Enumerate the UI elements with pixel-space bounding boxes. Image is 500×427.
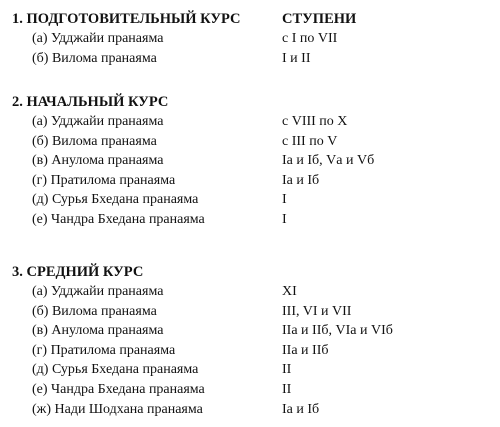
- stage-range: Iа и Iб, Vа и Vб: [282, 153, 375, 169]
- course-item-row: [12, 210, 492, 230]
- course-heading-row: [12, 92, 492, 112]
- pranayama-name: (б) Вилома пранаяма: [32, 133, 157, 149]
- course-item-row: [12, 302, 492, 322]
- stage-range: II: [282, 362, 292, 378]
- course-item-row: [12, 171, 492, 191]
- stage-range: с III по V: [282, 133, 338, 149]
- pranayama-name: (г) Пратилома пранаяма: [32, 172, 176, 188]
- course-item-row: [12, 190, 492, 210]
- course-title: 2. НАЧАЛЬНЫЙ КУРС: [12, 94, 169, 110]
- stage-range: Iа и Iб: [282, 172, 320, 188]
- stage-range: IIа и IIб, VIа и VIб: [282, 323, 393, 339]
- pranayama-name: (в) Анулома пранаяма: [32, 153, 164, 169]
- pranayama-name: (ж) Нади Шодхана пранаяма: [32, 401, 203, 417]
- pranayama-name: (в) Анулома пранаяма: [32, 323, 164, 339]
- pranayama-name: (д) Сурья Бхедана пранаяма: [32, 192, 199, 208]
- course-section-intermediate: [12, 262, 492, 419]
- pranayama-name: (е) Чандра Бхедана пранаяма: [32, 381, 205, 397]
- course-heading-row: [12, 262, 492, 282]
- stage-range: с I по VII: [282, 31, 338, 46]
- pranayama-name: (а) Удджайи пранаяма: [32, 284, 164, 299]
- course-item-row: [12, 132, 492, 152]
- course-section-beginner: [12, 92, 492, 230]
- stages-column-header: СТУПЕНИ: [282, 11, 357, 27]
- pranayama-name: (а) Удджайи пранаяма: [32, 31, 164, 46]
- course-heading-row: [12, 9, 492, 29]
- pranayama-name: (д) Сурья Бхедана пранаяма: [32, 362, 199, 378]
- pranayama-name: (б) Вилома пранаяма: [32, 50, 157, 66]
- course-item-row: [12, 360, 492, 380]
- course-item-row: [12, 341, 492, 361]
- course-item-row: [12, 151, 492, 171]
- pranayama-name: (а) Удджайи пранаяма: [32, 114, 164, 129]
- stage-range: XI: [282, 284, 297, 299]
- stage-range: IIа и IIб: [282, 342, 329, 358]
- course-item-row: [12, 400, 492, 420]
- course-item-row: [12, 321, 492, 341]
- course-item-row: [12, 29, 492, 49]
- course-title: 3. СРЕДНИЙ КУРС: [12, 264, 144, 280]
- stage-range: I: [282, 192, 287, 208]
- pranayama-name: (б) Вилома пранаяма: [32, 303, 157, 319]
- stage-range: III, VI и VII: [282, 303, 352, 319]
- course-title: 1. ПОДГОТОВИТЕЛЬНЫЙ КУРС: [12, 11, 241, 27]
- stage-range: с VIII по X: [282, 114, 348, 129]
- stage-range: II: [282, 381, 292, 397]
- pranayama-name: (е) Чандра Бхедана пранаяма: [32, 211, 205, 227]
- course-section-preparatory: [12, 9, 492, 68]
- course-item-row: [12, 112, 492, 132]
- course-item-row: [12, 49, 492, 69]
- stage-range: I: [282, 211, 287, 227]
- course-item-row: [12, 282, 492, 302]
- stage-range: Iа и Iб: [282, 401, 320, 417]
- course-item-row: [12, 380, 492, 400]
- stage-range: I и II: [282, 50, 311, 66]
- pranayama-name: (г) Пратилома пранаяма: [32, 342, 176, 358]
